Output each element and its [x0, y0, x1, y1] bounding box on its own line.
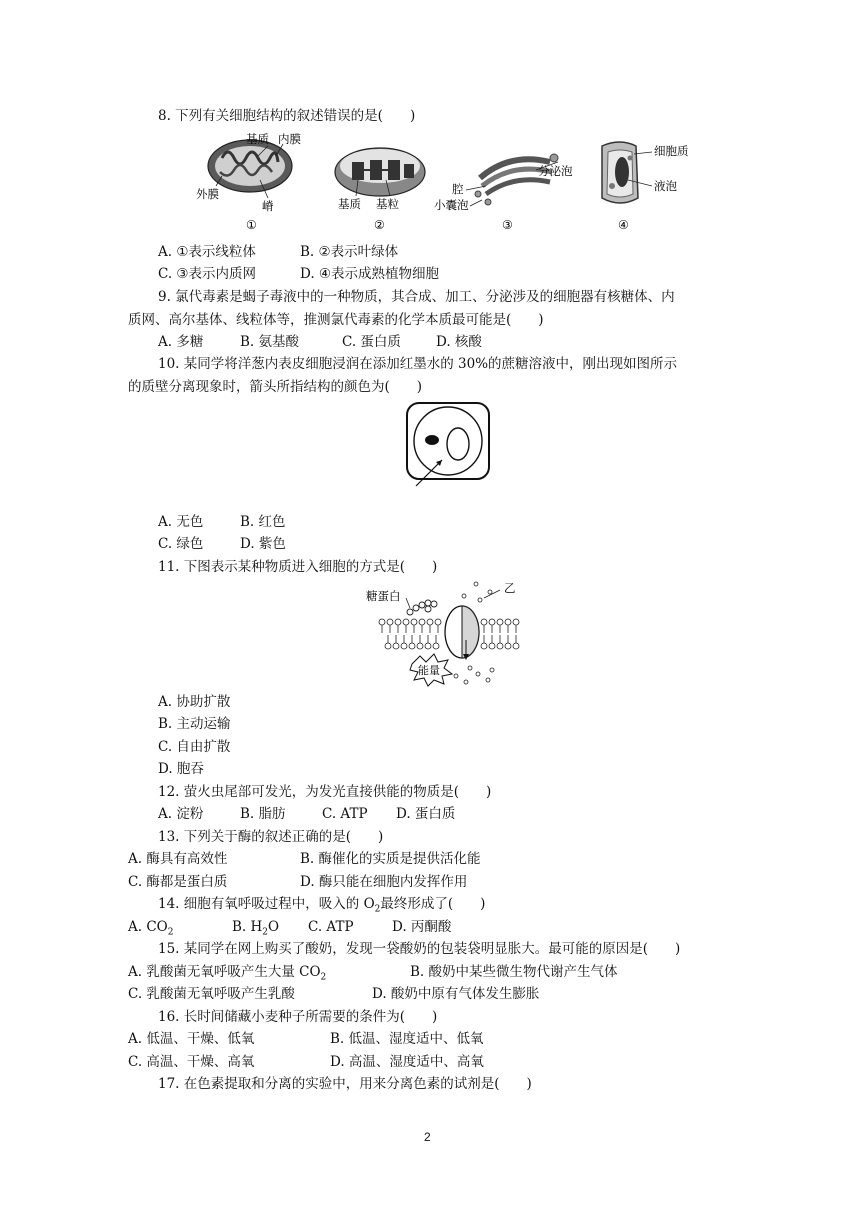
- q14-option-a-sub: 2: [167, 927, 174, 938]
- q11-figure-membrane-transport: [366, 578, 526, 690]
- q14-stem: [158, 895, 485, 919]
- q10-option-c[interactable]: C. 绿色: [158, 536, 204, 552]
- page-number: 2: [424, 1130, 431, 1144]
- q8-figure: [190, 128, 700, 236]
- q16-option-d[interactable]: D. 高温、湿度适中、高氧: [330, 1054, 484, 1070]
- q15-option-b[interactable]: B. 酸奶中某些微生物代谢产生气体: [410, 964, 618, 980]
- chloroplast-diagram: [335, 148, 425, 196]
- label-yepao: 液泡: [654, 179, 677, 193]
- q14-stem-o: O: [363, 896, 375, 912]
- q11-option-c[interactable]: C. 自由扩散: [158, 739, 231, 755]
- q12-option-b[interactable]: B. 脂肪: [240, 806, 286, 822]
- label-yi: 乙: [504, 581, 516, 595]
- q15-option-d[interactable]: D. 酸奶中原有气体发生膨胀: [372, 986, 540, 1002]
- q9-stem-line1: 9. 氯代毒素是蝎子毒液中的一种物质，其合成、加工、分泌涉及的细胞器有核糖体、内: [158, 289, 675, 305]
- q15-option-a-sub: 2: [320, 972, 327, 983]
- label-fenmipao: 分泌泡: [538, 164, 573, 178]
- q13-stem: 13. 下列关于酶的叙述正确的是( ): [158, 829, 384, 845]
- q17-stem: 17. 在色素提取和分离的实验中，用来分离色素的试剂是( ): [158, 1076, 532, 1092]
- label-jili: 基粒: [376, 197, 399, 211]
- q9-stem-line2: 质网、高尔基体、线粒体等，推测氯代毒素的化学本质最可能是( ): [128, 312, 544, 328]
- q8-option-a[interactable]: A. ①表示线粒体: [158, 244, 256, 260]
- label-jizhi2: 基质: [338, 197, 361, 211]
- q13-option-d[interactable]: D. 酶只能在细胞内发挥作用: [300, 874, 468, 890]
- label-ji: 嵴: [262, 199, 274, 213]
- label-jizhi: 基质: [246, 132, 269, 146]
- q15-stem: 15. 某同学在网上购买了酸奶，发现一袋酸奶的包装袋明显胀大。最可能的原因是( ): [158, 941, 681, 957]
- q9-option-c[interactable]: C. 蛋白质: [342, 334, 401, 350]
- q14-option-b-text: B. H: [232, 919, 263, 935]
- q12-option-d[interactable]: D. 蛋白质: [396, 806, 456, 822]
- q9-option-a[interactable]: A. 多糖: [158, 334, 204, 350]
- q11-stem: 11. 下图表示某种物质进入细胞的方式是( ): [158, 559, 438, 575]
- q12-option-c[interactable]: C. ATP: [322, 806, 368, 822]
- q13-option-b[interactable]: B. 酶催化的实质是提供活化能: [300, 851, 481, 867]
- q16-stem: 16. 长时间储藏小麦种子所需要的条件为( ): [158, 1009, 438, 1025]
- label-neimo: 内膜: [278, 132, 301, 146]
- q10-option-a[interactable]: A. 无色: [158, 514, 204, 530]
- q14-option-b[interactable]: [232, 918, 279, 942]
- q14-stem-o2: [363, 896, 381, 915]
- label-qiang: 腔: [452, 182, 464, 196]
- q14-option-d[interactable]: D. 丙酮酸: [392, 919, 452, 935]
- figure-number-3: ③: [502, 218, 513, 232]
- q9-option-b[interactable]: B. 氨基酸: [240, 334, 300, 350]
- q14-option-a-text: A. CO: [128, 919, 168, 935]
- q10-option-d[interactable]: D. 紫色: [240, 536, 286, 552]
- q10-option-b[interactable]: B. 红色: [240, 514, 286, 530]
- q15-option-a[interactable]: [128, 963, 326, 987]
- q8-option-d[interactable]: D. ④表示成熟植物细胞: [300, 266, 440, 282]
- figure-number-4: ④: [618, 218, 629, 232]
- q11-option-b[interactable]: B. 主动运输: [158, 716, 231, 732]
- q14-stem-pre: 14. 细胞有氧呼吸过程中，吸入的: [158, 896, 360, 912]
- q8-stem: 8. 下列有关细胞结构的叙述错误的是( ): [158, 108, 416, 124]
- q8-option-b[interactable]: B. ②表示叶绿体: [300, 244, 399, 260]
- q15-option-c[interactable]: C. 乳酸菌无氧呼吸产生乳酸: [128, 986, 295, 1002]
- figure-number-1: ①: [246, 218, 257, 232]
- label-nengliang: 能量: [418, 664, 440, 677]
- label-waimo: 外膜: [196, 187, 219, 201]
- q16-option-b[interactable]: B. 低温、湿度适中、低氧: [330, 1031, 484, 1047]
- q11-option-a[interactable]: A. 协助扩散: [158, 694, 231, 710]
- q14-option-c[interactable]: C. ATP: [308, 919, 354, 935]
- label-xibaozhi: 细胞质: [654, 144, 689, 158]
- q14-option-b-post: O: [268, 919, 280, 935]
- q14-stem-sub: 2: [374, 904, 381, 915]
- q14-option-a[interactable]: [128, 918, 173, 942]
- label-xiaonangpao: 小囊泡: [434, 198, 469, 212]
- mitochondrion-diagram: [208, 140, 292, 198]
- q14-stem-post: 最终形成了( ): [380, 896, 486, 912]
- q15-option-a-text: A. 乳酸菌无氧呼吸产生大量 CO: [128, 964, 321, 980]
- q8-option-c[interactable]: C. ③表示内质网: [158, 266, 257, 282]
- q13-option-c[interactable]: C. 酶都是蛋白质: [128, 874, 228, 890]
- plant-cell-diagram: [602, 142, 652, 203]
- golgi-diagram: [466, 154, 558, 206]
- label-tangdanbai: 糖蛋白: [366, 589, 401, 603]
- q10-stem-line1: 10. 某同学将洋葱内表皮细胞浸润在添加红墨水的 30%的蔗糖溶液中，刚出现如图所示: [158, 356, 678, 372]
- q11-option-d[interactable]: D. 胞吞: [158, 761, 204, 777]
- q12-stem: 12. 萤火虫尾部可发光，为发光直接供能的物质是( ): [158, 784, 492, 800]
- q16-option-c[interactable]: C. 高温、干燥、高氧: [128, 1054, 255, 1070]
- q10-figure-onion-cell: [404, 400, 494, 490]
- figure-number-2: ②: [374, 218, 385, 232]
- q14-option-b-sub: 2: [262, 927, 269, 938]
- q13-option-a[interactable]: A. 酶具有高效性: [128, 851, 228, 867]
- q9-option-d[interactable]: D. 核酸: [436, 334, 482, 350]
- q10-stem-line2: 的质壁分离现象时，箭头所指结构的颜色为( ): [128, 379, 423, 395]
- q16-option-a[interactable]: A. 低温、干燥、低氧: [128, 1031, 255, 1047]
- q12-option-a[interactable]: A. 淀粉: [158, 806, 204, 822]
